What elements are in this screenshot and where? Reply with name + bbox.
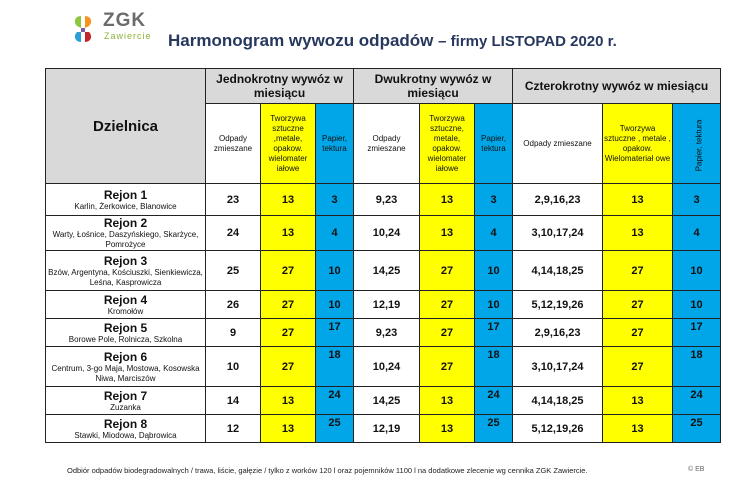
- date-cell: 3: [673, 184, 721, 216]
- date-cell: 27: [603, 347, 673, 387]
- dzielnica-header: Dzielnica: [46, 69, 206, 184]
- footer-note: Odbiór odpadów biodegradowalnych / trawa, liście, gałęzie / tylko z worków 120 l oraz pojemników 1100 l na dodatkowe zlecenie wg cennika ZGK Zawiercie.: [67, 466, 588, 475]
- date-cell: 13: [261, 184, 316, 216]
- date-cell: 27: [261, 291, 316, 319]
- date-cell: 13: [420, 216, 475, 251]
- col-header-mixed: Odpady zmieszane: [513, 104, 603, 184]
- col-header-paper: Papier, tektura: [475, 104, 513, 184]
- group-header-2: Dwukrotny wywóz w miesiącu: [354, 69, 513, 104]
- date-cell: 17: [475, 319, 513, 347]
- date-cell: 10,24: [354, 216, 420, 251]
- date-cell: 4: [475, 216, 513, 251]
- date-cell: 27: [603, 319, 673, 347]
- date-cell: 13: [603, 216, 673, 251]
- region-cell: [46, 291, 206, 319]
- table-row: [46, 291, 721, 319]
- region-streets: Stawki, Miodowa, Dąbrowica: [74, 430, 177, 440]
- table-row: [46, 251, 721, 291]
- date-cell: 10: [316, 251, 354, 291]
- date-cell: 25: [206, 251, 261, 291]
- table-row: [46, 415, 721, 443]
- date-cell: 10: [316, 291, 354, 319]
- date-cell: 12,19: [354, 415, 420, 443]
- date-cell: 27: [420, 347, 475, 387]
- date-cell: 27: [420, 251, 475, 291]
- date-cell: 17: [316, 319, 354, 347]
- date-cell: 13: [261, 415, 316, 443]
- date-cell: 13: [603, 184, 673, 216]
- region-streets: Karlin, Żerkowice, Blanowice: [74, 201, 177, 211]
- group-header-3: Czterokrotny wywóz w miesiącu: [513, 69, 721, 104]
- region-name: Rejon 1: [103, 187, 148, 202]
- date-cell: 10: [673, 291, 721, 319]
- copyright: © EB: [688, 466, 705, 473]
- date-cell: 26: [206, 291, 261, 319]
- region-cell: [46, 387, 206, 415]
- table-row: [46, 184, 721, 216]
- region-streets: Borowe Pole, Rolnicza, Szkolna: [68, 334, 183, 344]
- region-cell: [46, 319, 206, 347]
- date-cell: 27: [261, 319, 316, 347]
- date-cell: 24: [673, 387, 721, 415]
- date-cell: 9,23: [354, 319, 420, 347]
- date-cell: 24: [316, 387, 354, 415]
- date-cell: 4: [316, 216, 354, 251]
- region-cell: [46, 251, 206, 291]
- region-cell: [46, 216, 206, 251]
- date-cell: 14: [206, 387, 261, 415]
- date-cell: 4: [673, 216, 721, 251]
- region-name: Rejon 5: [103, 320, 148, 335]
- date-cell: 27: [603, 251, 673, 291]
- date-cell: 25: [475, 415, 513, 443]
- region-streets: Bzów, Argentyna, Kościuszki, Sienkiewicza, Leśna, Kasprowicza: [48, 267, 203, 287]
- date-cell: 14,25: [354, 387, 420, 415]
- schedule-table: [45, 68, 721, 443]
- page-title: [168, 31, 617, 51]
- date-cell: 27: [603, 291, 673, 319]
- col-header-mixed: Odpady zmieszane: [206, 104, 261, 184]
- logo-text: ZGK: [103, 10, 147, 31]
- date-cell: 12,19: [354, 291, 420, 319]
- region-streets: Warty, Łośnice, Daszyńskiego, Skarżyce, Pomrożyce: [52, 230, 199, 249]
- col-header-paper: [673, 104, 721, 184]
- date-cell: 10: [475, 251, 513, 291]
- date-cell: 3,10,17,24: [513, 347, 603, 387]
- region-name: Rejon 2: [103, 216, 148, 230]
- col-header-plastics: Tworzywa sztuczne, metale, opakow. wielomater iałowe: [420, 104, 475, 184]
- date-cell: 13: [420, 184, 475, 216]
- region-cell: [46, 347, 206, 387]
- date-cell: 13: [420, 387, 475, 415]
- col-header-plastics: Tworzywa sztuczne ,metale, opakow. wielomater iałowe: [261, 104, 316, 184]
- date-cell: 13: [603, 415, 673, 443]
- date-cell: 4,14,18,25: [513, 387, 603, 415]
- region-streets: Kromołów: [107, 306, 144, 316]
- date-cell: 2,9,16,23: [513, 319, 603, 347]
- date-cell: 25: [673, 415, 721, 443]
- date-cell: 24: [206, 216, 261, 251]
- date-cell: 23: [206, 184, 261, 216]
- col-header-paper-text: Papier, tektura: [694, 119, 704, 171]
- date-cell: 18: [316, 347, 354, 387]
- date-cell: 27: [261, 251, 316, 291]
- date-cell: 10,24: [354, 347, 420, 387]
- date-cell: 3: [316, 184, 354, 216]
- logo-subtitle: Zawiercie: [104, 31, 152, 41]
- date-cell: 27: [420, 319, 475, 347]
- date-cell: 18: [673, 347, 721, 387]
- date-cell: 24: [475, 387, 513, 415]
- table-row: [46, 387, 721, 415]
- date-cell: 18: [475, 347, 513, 387]
- col-header-paper: Papier, tektura: [316, 104, 354, 184]
- date-cell: 10: [673, 251, 721, 291]
- date-cell: 13: [261, 216, 316, 251]
- date-cell: 3: [475, 184, 513, 216]
- date-cell: 2,9,16,23: [513, 184, 603, 216]
- date-cell: 4,14,18,25: [513, 251, 603, 291]
- date-cell: 14,25: [354, 251, 420, 291]
- region-streets: Zuzanka: [110, 402, 141, 412]
- date-cell: 13: [261, 387, 316, 415]
- date-cell: 17: [673, 319, 721, 347]
- title-sub: – firmy LISTOPAD 2020 r.: [438, 33, 617, 50]
- date-cell: 13: [603, 387, 673, 415]
- date-cell: 10: [206, 347, 261, 387]
- date-cell: 9,23: [354, 184, 420, 216]
- region-name: Rejon 4: [103, 292, 148, 307]
- date-cell: 12: [206, 415, 261, 443]
- group-header-1: Jednokrotny wywóz w miesiącu: [206, 69, 354, 104]
- date-cell: 3,10,17,24: [513, 216, 603, 251]
- table-row: [46, 319, 721, 347]
- region-cell: [46, 184, 206, 216]
- region-cell: [46, 415, 206, 443]
- col-header-plastics: Tworzywa sztuczne , metale , opakow. Wielomateriał owe: [603, 104, 673, 184]
- date-cell: 25: [316, 415, 354, 443]
- region-streets: Centrum, 3-go Maja, Mostowa, Kosowska Niwa, Marciszów: [51, 363, 200, 383]
- date-cell: 27: [261, 347, 316, 387]
- date-cell: 9: [206, 319, 261, 347]
- date-cell: 13: [420, 415, 475, 443]
- table-row: [46, 347, 721, 387]
- col-header-mixed: Odpady zmieszane: [354, 104, 420, 184]
- title-main: Harmonogram wywozu odpadów: [168, 31, 434, 50]
- region-name: Rejon 7: [103, 388, 148, 403]
- region-name: Rejon 3: [103, 253, 148, 268]
- date-cell: 27: [420, 291, 475, 319]
- date-cell: 10: [475, 291, 513, 319]
- region-name: Rejon 8: [103, 416, 148, 431]
- date-cell: 5,12,19,26: [513, 291, 603, 319]
- region-name: Rejon 6: [103, 349, 148, 364]
- date-cell: 5,12,19,26: [513, 415, 603, 443]
- schedule-rows: [46, 184, 721, 443]
- table-row: [46, 216, 721, 251]
